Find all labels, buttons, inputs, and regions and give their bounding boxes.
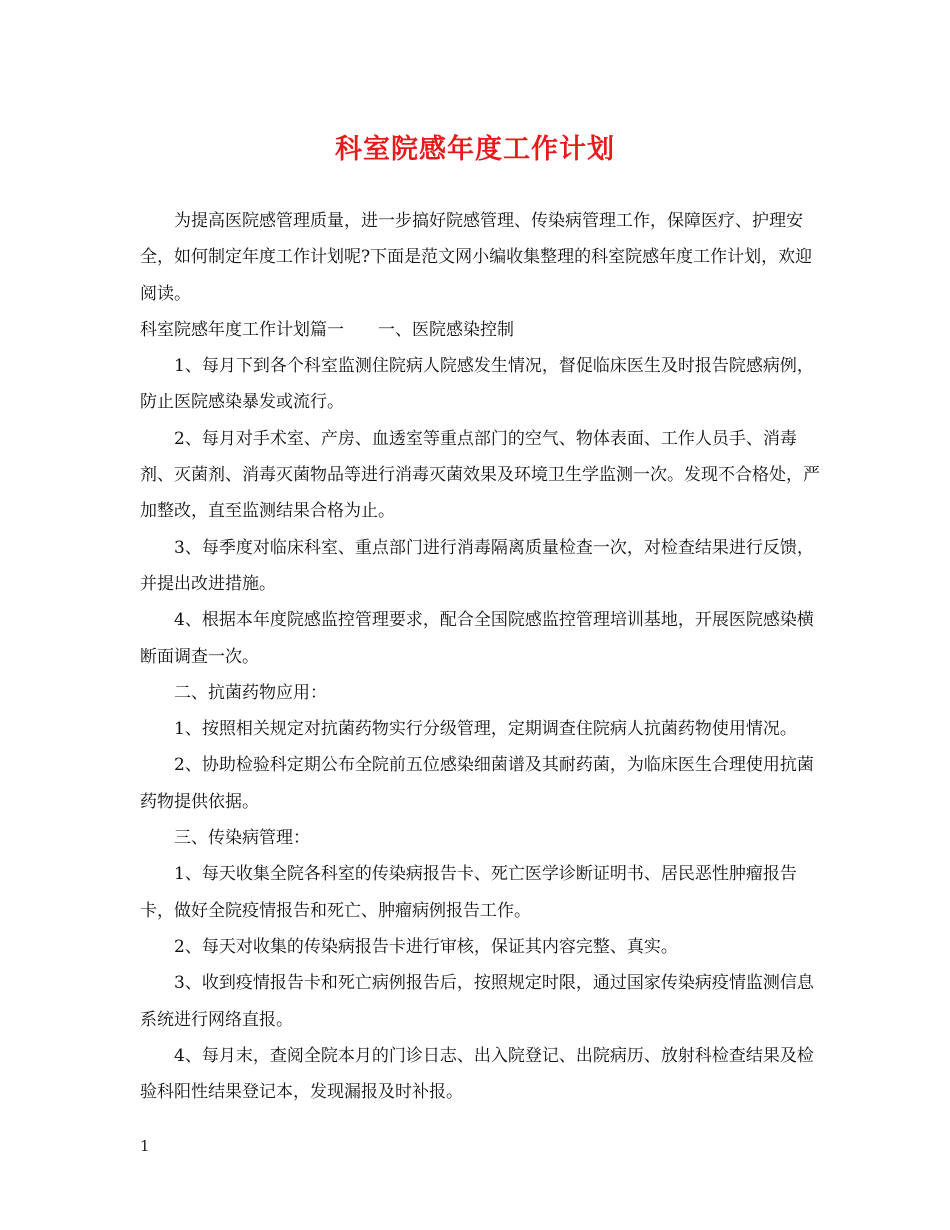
paragraph: 1、每天收集全院各科室的传染病报告卡、死亡医学诊断证明书、居民恶性肿瘤报告卡，做好全院疫情报告和死亡、肿瘤病例报告工作。 — [140, 864, 797, 921]
document-body — [140, 203, 820, 1110]
paragraph: 4、每月末，查阅全院本月的门诊日志、出入院登记、出院病历、放射科检查结果及检验科阳性结果登记本，发现漏报及时补报。 — [140, 1045, 814, 1103]
paragraph: 3、收到疫情报告卡和死亡病例报告后，按照规定时限，通过国家传染病疫情监测信息系统进行网络直报。 — [140, 973, 814, 1030]
section-heading-infectious-disease: 三、传染病管理： — [174, 828, 310, 849]
paragraph: 2、每天对收集的传染病报告卡进行审核，保证其内容完整、真实。 — [174, 936, 678, 957]
paragraph: 3、每季度对临床科室、重点部门进行消毒隔离质量检查一次，对检查结果进行反馈，并提出改进措施。 — [140, 537, 814, 594]
paragraph: 1、每月下到各个科室监测住院病人院感发生情况，督促临床医生及时报告院感病例，防止医院感染暴发或流行。 — [140, 356, 814, 413]
paragraph: 2、每月对手术室、产房、血透室等重点部门的空气、物体表面、工作人员手、消毒剂、灭菌剂、消毒灭菌物品等进行消毒灭菌效果及环境卫生学监测一次。发现不合格处，严加整改，直至监测结果合格为止。 — [140, 428, 820, 522]
intro-paragraph: 为提高医院感管理质量，进一步搞好院感管理、传染病管理工作，保障医疗、护理安全，如何制定年度工作计划呢?下面是范文网小编收集整理的科室院感年度工作计划，欢迎阅读。 — [140, 211, 813, 304]
page-number: 1 — [140, 1137, 150, 1155]
section-heading-plan-one: 科室院感年度工作计划篇一 一、医院感染控制 — [140, 319, 514, 340]
paragraph: 1、按照相关规定对抗菌药物实行分级管理，定期调查住院病人抗菌药物使用情况。 — [174, 719, 797, 740]
paragraph: 2、协助检验科定期公布全院前五位感染细菌谱及其耐药菌，为临床医生合理使用抗菌药物提供依据。 — [140, 755, 814, 812]
section-heading-antibiotics: 二、抗菌药物应用： — [174, 682, 327, 703]
paragraph: 4、根据本年度院感监控管理要求，配合全国院感监控管理培训基地，开展医院感染横断面调查一次。 — [140, 610, 814, 667]
document-title: 科室院感年度工作计划 — [335, 134, 615, 165]
